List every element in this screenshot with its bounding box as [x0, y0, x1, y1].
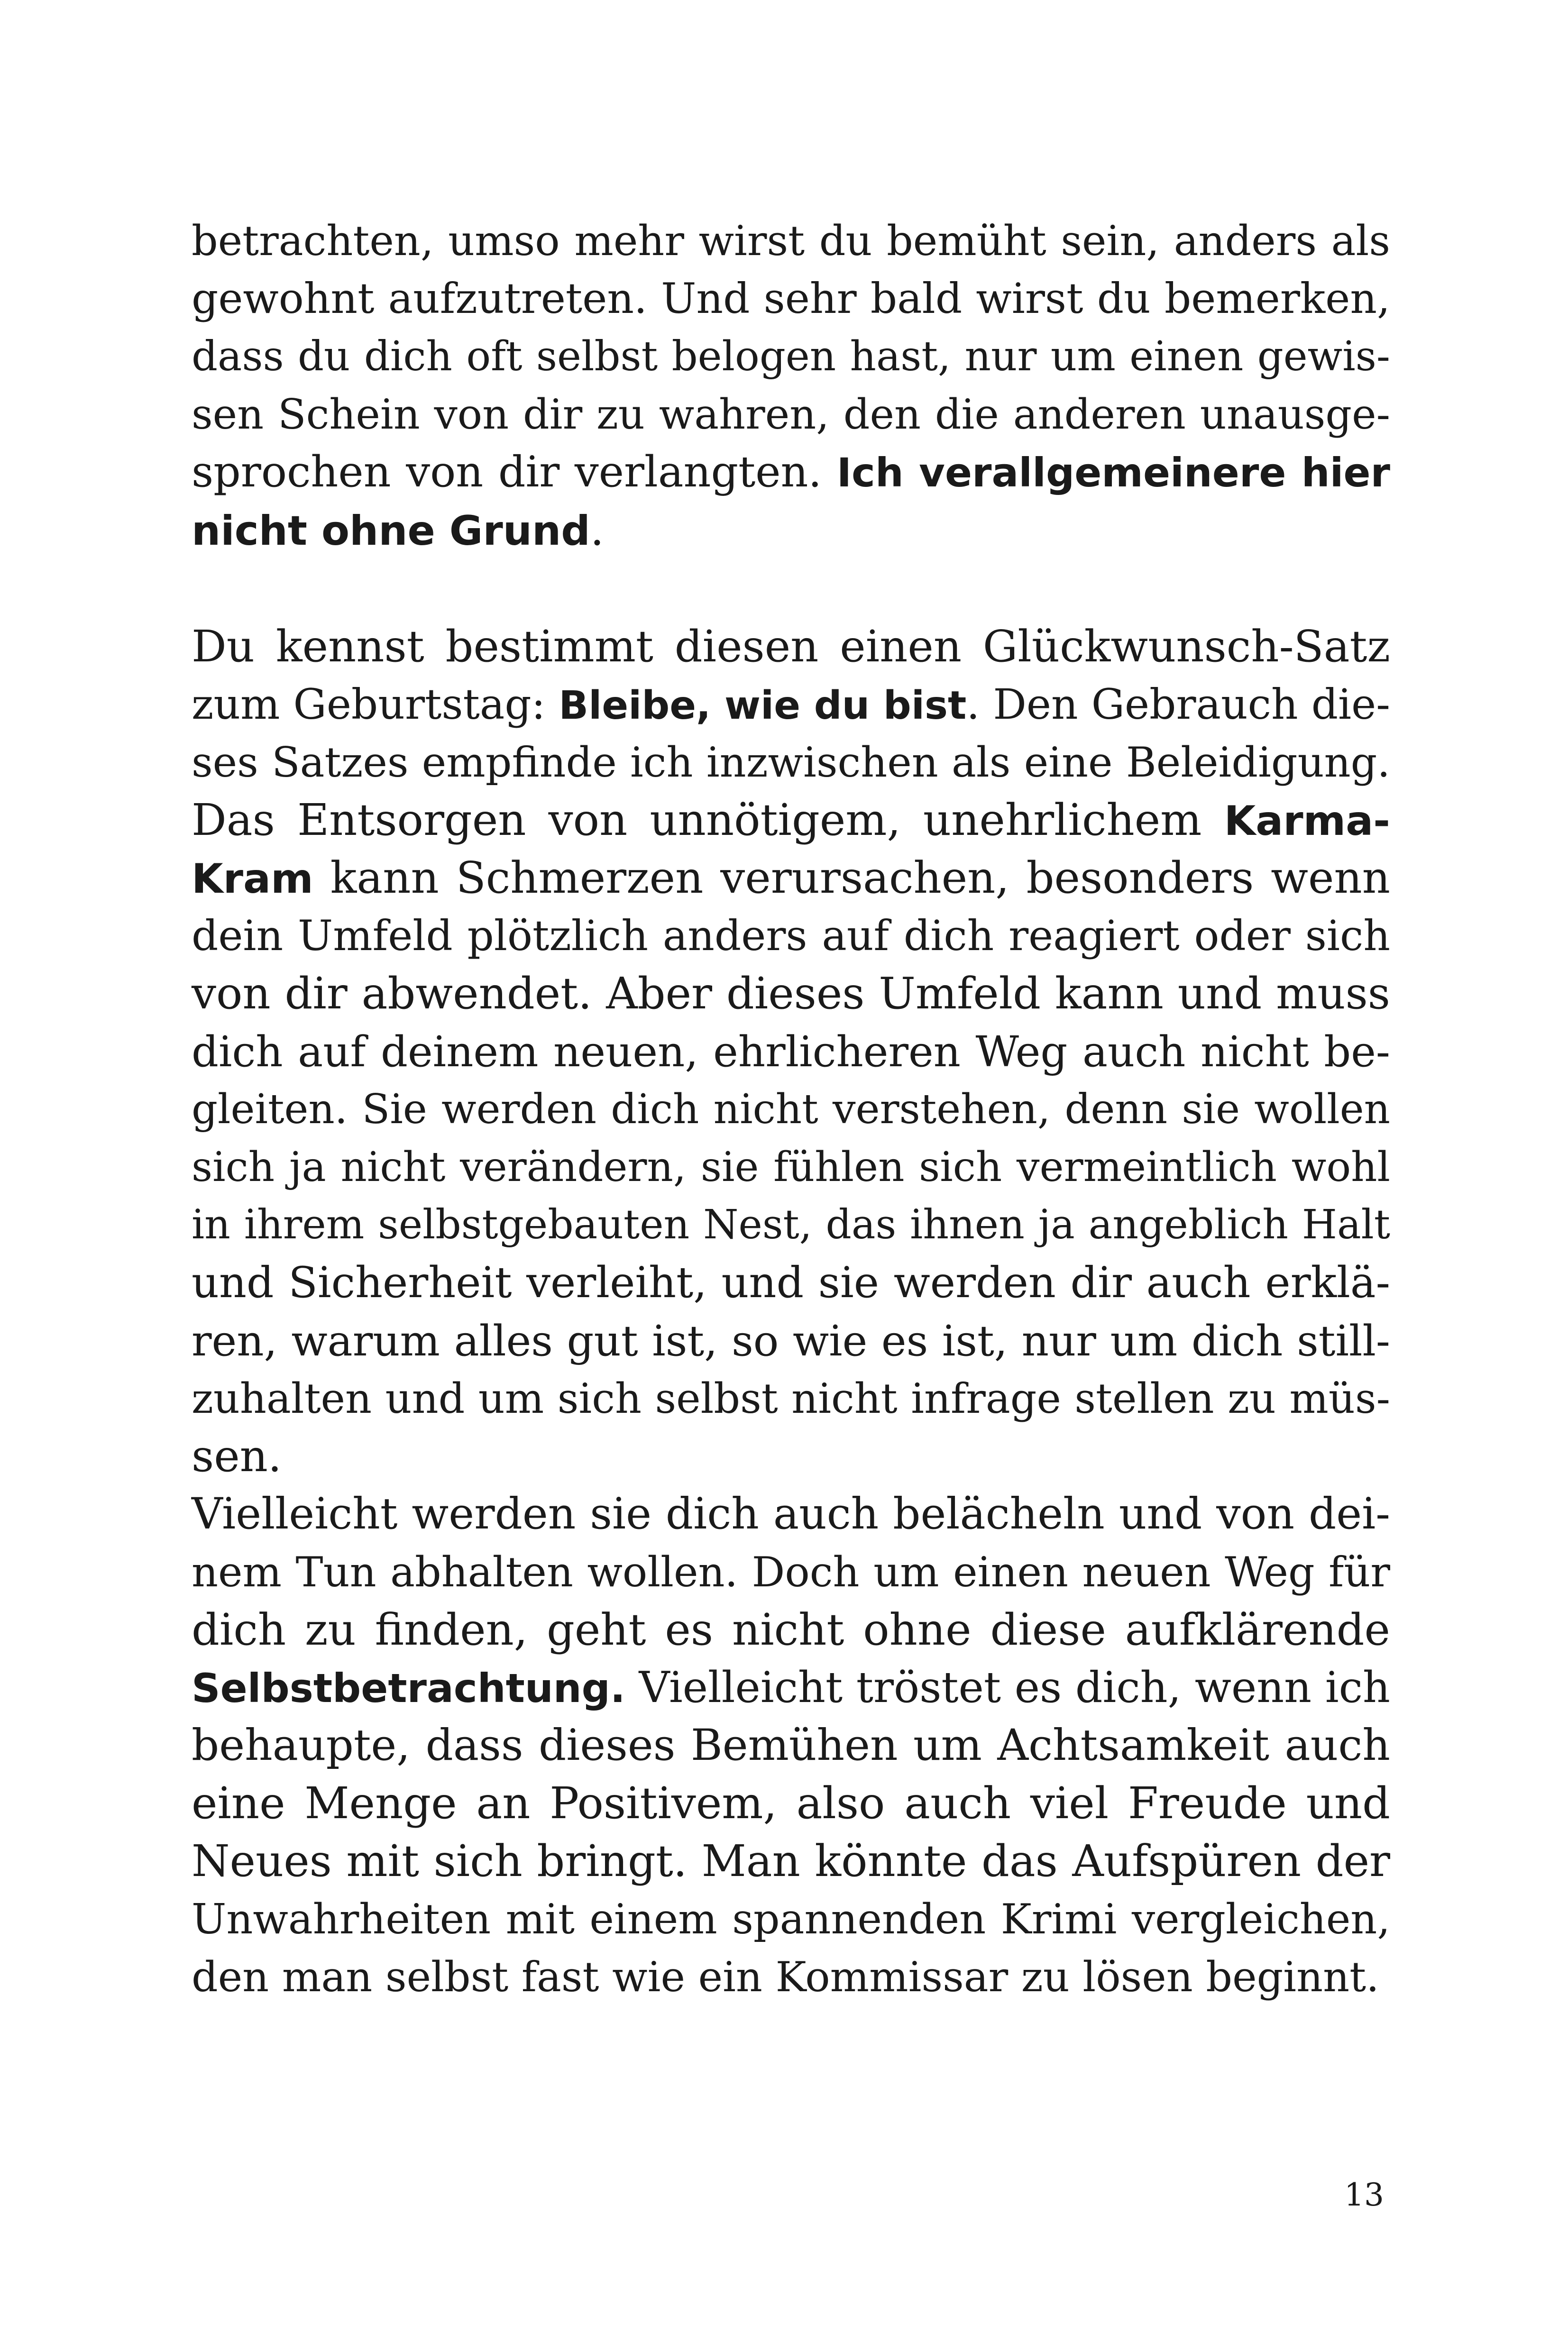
text-line [192, 1774, 1390, 1833]
text-span: Unwahrheiten mit einem spannenden Krimi vergleichen, [192, 1895, 1390, 1943]
text-span: ren, warum alles gut ist, so wie es ist, nur um dich still- [192, 1316, 1390, 1365]
text-span: . Den Gebrauch die- [966, 680, 1390, 729]
text-span: . [590, 504, 605, 555]
text-span: ses Satzes empfinde ich inzwischen als eine Beleidigung. [192, 738, 1390, 787]
text-span: zuhalten und um sich selbst nicht infrage stellen zu müs- [192, 1374, 1390, 1423]
text-line [192, 1485, 1390, 1544]
text-line [192, 791, 1390, 850]
text-line [192, 1196, 1390, 1254]
text-span: und Sicherheit verleiht, und sie werden dir auch erklä- [192, 1258, 1390, 1308]
text-line [192, 327, 1390, 386]
text-line [192, 211, 1390, 270]
text-line [192, 1832, 1390, 1891]
text-line [192, 1080, 1390, 1139]
text-line [192, 1658, 1390, 1717]
text-line [192, 1890, 1390, 1949]
text-span: sich ja nicht verändern, sie fühlen sich vermeintlich wohl [192, 1144, 1390, 1191]
text-line [192, 1254, 1390, 1312]
text-line [192, 733, 1390, 792]
text-line [192, 906, 1390, 965]
bold-emphasis: nicht ohne Grund [192, 507, 590, 555]
text-line [192, 1138, 1390, 1197]
text-span: Das Entsorgen von unnötigem, unehrlichem [192, 795, 1224, 845]
text-span: eine Menge an Positivem, also auch viel Freude und [192, 1778, 1390, 1829]
text-span: sen Schein von dir zu wahren, den die anderen unausge- [192, 390, 1390, 439]
text-line [192, 269, 1390, 328]
text-line [192, 675, 1390, 734]
text-span: Du kennst bestimmt diesen einen Glückwunsch-Satz [192, 621, 1390, 672]
text-span: kann Schmerzen verursachen, besonders wenn [313, 852, 1390, 903]
text-line [192, 385, 1390, 444]
text-span: Neues mit sich bringt. Man könnte das Aufspüren der [192, 1836, 1390, 1886]
bold-emphasis: Bleibe, wie du bist [559, 683, 967, 728]
text-line [192, 1427, 1390, 1486]
text-span: zum Geburtstag: [192, 680, 559, 729]
text-span: betrachten, umso mehr wirst du bemüht sein, anders als [192, 217, 1390, 265]
text-line [192, 1716, 1390, 1775]
text-span: behaupte, dass dieses Bemühen um Achtsamkeit auch [192, 1721, 1390, 1770]
text-line [192, 501, 1390, 559]
text-span: dein Umfeld plötzlich anders auf dich reagiert oder sich [192, 911, 1390, 960]
text-span: Vielleicht werden sie dich auch belächeln und von dei- [192, 1489, 1390, 1539]
page-number: 13 [1344, 2177, 1384, 2213]
text-span: dass du dich oft selbst belogen hast, nur um einen gewis- [192, 333, 1390, 380]
text-span: dich auf deinem neuen, ehrlicheren Weg auch nicht be- [192, 1027, 1390, 1076]
bold-emphasis: Kram [192, 855, 313, 903]
text-span: sprochen von dir verlangten. [192, 447, 837, 497]
text-span: in ihrem selbstgebauten Nest, das ihnen ja angeblich Halt [192, 1201, 1390, 1248]
text-span: Vielleicht tröstet es dich, wenn ich [625, 1663, 1390, 1712]
text-span: dich zu finden, geht es nicht ohne diese aufklärende [192, 1604, 1390, 1655]
text-line [192, 849, 1390, 907]
text-line [192, 1022, 1390, 1081]
bold-emphasis: Selbstbetrachtung. [192, 1665, 625, 1711]
text-span: nem Tun abhalten wollen. Doch um einen neuen Weg für [192, 1548, 1390, 1596]
text-line [192, 1311, 1390, 1370]
text-line [192, 964, 1390, 1023]
text-line [192, 1948, 1390, 2006]
text-span: den man selbst fast wie ein Kommissar zu lösen beginnt. [192, 1953, 1379, 2001]
text-span: gleiten. Sie werden dich nicht verstehen, denn sie wollen [192, 1086, 1390, 1133]
text-span: gewohnt aufzutreten. Und sehr bald wirst du bemerken, [192, 274, 1390, 323]
text-line [192, 1369, 1390, 1428]
bold-emphasis: Karma- [1224, 797, 1390, 845]
text-line [192, 1601, 1390, 1659]
text-line [192, 617, 1390, 676]
text-line [192, 1543, 1390, 1602]
bold-emphasis: Ich verallgemeinere hier [836, 449, 1391, 496]
text-span: sen. [192, 1431, 282, 1482]
text-span: von dir abwendet. Aber dieses Umfeld kann und muss [192, 968, 1390, 1019]
text-line [192, 443, 1390, 502]
